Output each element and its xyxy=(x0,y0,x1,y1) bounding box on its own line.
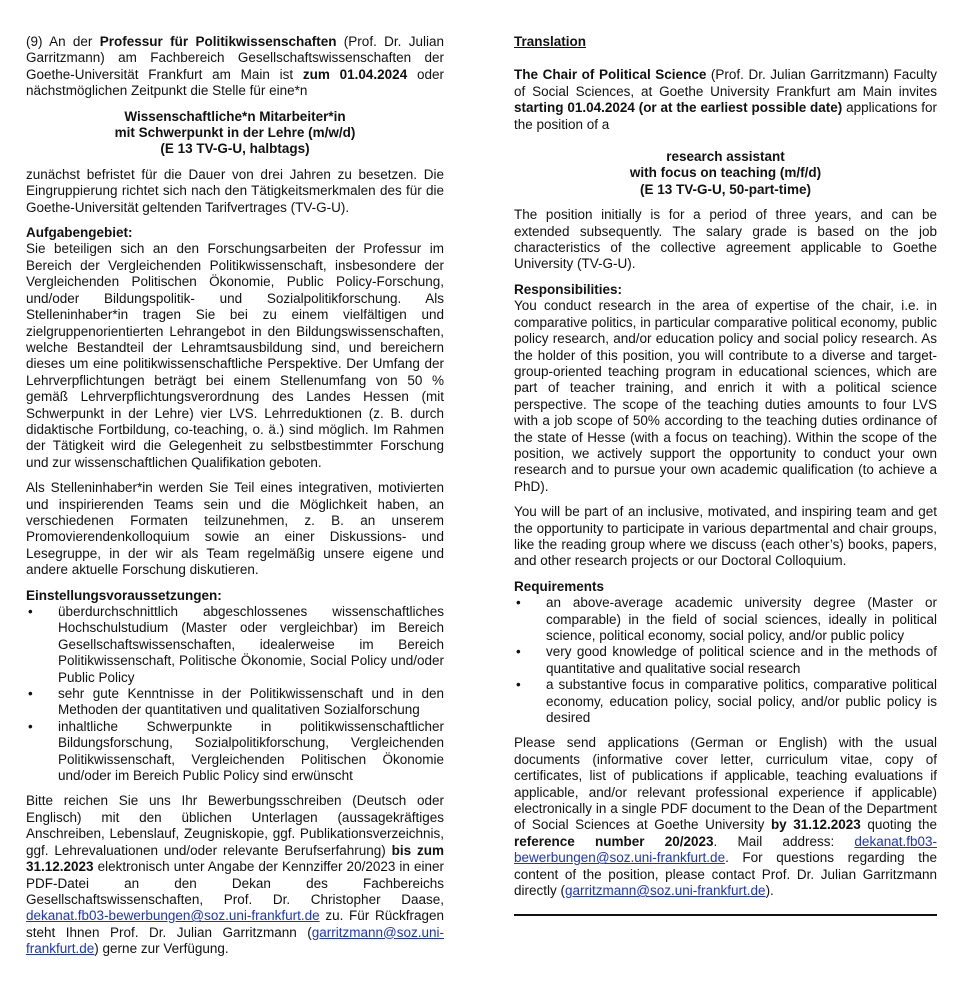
tasks-paragraph: Sie beteiligen sich an den Forschungsarbeiten der Professur im Bereich der Vergleichenden Politikwissenschaft, insbesondere der Vergleichenden Politischen Ökonomie, Public Policy-Forschung, und/oder Bildungspolitik- und Sozialpolitikforschung. Als Stelleninhaber*in tragen Sie bei zu einem vielfältigen und zielgruppenorientierten Lehrangebot in den Bildungswissenschaften, welche Bestandteil der Lehramtsausbildung sind, und bereichern dieses um eine politikwissenschaftliche Perspektive. Der Umfang der Lehrverpflichtungen beträgt bei einem Stellenumfang von 50 % gemäß Lehrverpflichtungsverordnung des Landes Hessen (mit Schwerpunkt in der Lehre) vier LVS. Lehrreduktionen (z. B. durch didaktische Fortbildung, co-teaching, o. ä.) sind möglich. Im Rahmen der Tätigkeit wird die Gelegenheit zu selbstbestimmter Forschung und zur wissenschaftlichen Qualifikation geboten. xyxy=(26,241,444,470)
list-item: • a substantive focus in comparative politics, comparative political economy, education policy, social policy, and/or public policy is desired xyxy=(516,677,937,726)
list-item: • an above-average academic university degree (Master or comparable) in the field of social sciences, ideally in political science, political economy, social policy, and/or public policy xyxy=(516,595,937,643)
requirements-heading: Einstellungsvoraussetzungen: xyxy=(26,587,222,603)
contact-email-link[interactable]: garritzmann@soz.uni-frankfurt.de xyxy=(565,883,766,899)
bullet-icon: • xyxy=(28,718,33,734)
bullet-icon: • xyxy=(28,604,33,619)
application-paragraph: Please send applications (German or English) with the usual documents (informative cover letter, curriculum vitae, copy of certificates, list of publications if applicable, teaching evaluations if applicable, and/or relevant professional experience if applicable) electronically in a single PDF document to the Dean of the Department of Social Sciences at Goethe University by 31.12.2023 quoting the reference number 20/2023. Mail address: dekanat.fb03-bewerbungen@soz.uni-frankfurt.de. For questions regarding the content of the position, please contact Prof. Dr. Julian Garritzmann directly (garritzmann@soz.uni-frankfurt.de). xyxy=(514,735,937,899)
intro-paragraph: The Chair of Political Science (Prof. Dr. Julian Garritzmann) Faculty of Social Sciences, at Goethe University Frankfurt am Main invites starting 01.04.2024 (or at the earliest possible date) applications for the position of a xyxy=(514,67,938,132)
requirements-heading: Requirements xyxy=(514,578,605,594)
bullet-icon: • xyxy=(516,595,521,611)
english-column xyxy=(514,34,937,916)
tasks-heading: Aufgabengebiet: xyxy=(26,225,133,241)
responsibilities-heading: Responsibilities: xyxy=(514,281,623,297)
deadline: bis zum 31.12.2023 xyxy=(26,842,444,875)
dean-email-link[interactable]: dekanat.fb03-bewerbungen@soz.uni-frankfurt.de xyxy=(26,908,320,924)
chair-name: Professur für Politikwissenschaften xyxy=(99,34,337,49)
list-item: • überdurchschnittlich abgeschlossenes wissenschaftliches Hochschulstudium (Master oder vergleichbar) im Bereich Gesellschaftswissenschaften, idealerweise im Bereich Politikwissenschaft, Politische Ökonomie, Social Policy und/oder Public Policy xyxy=(28,604,444,685)
deadline: by 31.12.2023 xyxy=(770,817,861,833)
contract-paragraph: The position initially is for a period of three years, and can be extended subsequently. The salary grade is based on the job characteristics of the collective agreement applicable to Goethe University (TV-G-U). xyxy=(514,207,937,272)
position-title: Wissenschaftliche*n Mitarbeiter*in mit Schwerpunkt in der Lehre (m/w/d) (E 13 TV-G-U, halbtags) xyxy=(114,108,356,157)
bullet-icon: • xyxy=(516,677,521,693)
application-paragraph: Bitte reichen Sie uns Ihr Bewerbungsschreiben (Deutsch oder Englisch) mit den üblichen Unterlagen (aussagekräftiges Anschreiben, Lebenslauf, Zeugniskopie, ggf. Publikationsverzeichnis, ggf. Lehrevaluationen und/oder relevante Berufserfahrung) bis zum 31.12.2023 elektronisch unter Angabe der Kennziffer 20/2023 in einer PDF-Datei an den Dekan des Fachbereichs Gesellschaftswissenschaften, Prof. Dr. Christopher Daase, dekanat.fb03-bewerbungen@soz.uni-frankfurt.de zu. Für Rückfragen steht Ihnen Prof. Dr. Julian Garritzmann (garritzmann@soz.uni-frankfurt.de) gerne zur Verfügung. xyxy=(26,793,444,957)
position-title: research assistant with focus on teaching (m/f/d) (E 13 TV-G-U, 50-part-time) xyxy=(629,149,822,197)
translation-heading: Translation xyxy=(514,34,587,49)
contract-paragraph: zunächst befristet für die Dauer von drei Jahren zu besetzen. Die Eingruppierung richtet sich nach den Tätigkeitsmerkmalen des für die Goethe-Universität geltenden Tarifvertrages (TV-G-U). xyxy=(26,166,444,215)
bullet-icon: • xyxy=(516,644,521,660)
requirements-list xyxy=(26,604,444,784)
german-column xyxy=(26,34,444,958)
team-paragraph: You will be part of an inclusive, motivated, and inspiring team and get the opportunity to participate in various departmental and chair groups, like the reading group where we discuss (each other’s) books, papers, and other research projects or our Doctoral Colloquium. xyxy=(514,504,937,569)
dean-email-link[interactable]: dekanat.fb03-bewerbungen@soz.uni-frankfurt.de xyxy=(514,833,937,866)
chair-name: The Chair of Political Science xyxy=(514,67,707,83)
list-item: • sehr gute Kenntnisse in der Politikwissenschaft und in den Methoden der quantitativen und qualitativen Sozialforschung xyxy=(28,686,444,718)
contact-email-link[interactable]: garritzmann@soz.uni-frankfurt.de xyxy=(26,924,444,957)
intro-paragraph: (9) An der Professur für Politikwissenschaften (Prof. Dr. Julian Garritzmann) am Fachbereich Gesellschaftswissenschaften der Goethe-Universität Frankfurt am Main ist zum 01.04.2024 oder nächstmöglichen Zeitpunkt die Stelle für eine*n xyxy=(26,34,444,99)
bullet-icon: • xyxy=(28,686,33,702)
reference-number: reference number 20/2023 xyxy=(514,833,714,849)
list-item: • inhaltliche Schwerpunkte in politikwissenschaftlicher Bildungsforschung, Sozialpolitikforschung, Vergleichenden Politikwissenschaft, Vergleichenden Politischen Ökonomie und/oder im Bereich Public Policy sind erwünscht xyxy=(28,718,444,784)
responsibilities-paragraph: You conduct research in the area of expertise of the chair, i.e. in comparative politics, in particular comparative political economy, public policy research, and/or education policy and social policy research. As the holder of this position, you will contribute to a diverse and target-group-oriented teaching program in educational sciences, which are part of teacher training, and enrich it with a political science perspective. The scope of the teaching duties amounts to four LVS with a job scope of 50% according to the teaching duties ordinance of the state of Hesse (with a focus on teaching). Within the scope of the position, we actively support the opportunity to conduct your own research and to pursue your own academic qualification (to achieve a PhD). xyxy=(514,298,937,494)
divider xyxy=(514,914,937,916)
start-date: zum 01.04.2024 xyxy=(302,66,408,82)
start-date: starting 01.04.2024 (or at the earliest possible date) xyxy=(514,100,843,116)
list-item: • very good knowledge of political science and in the methods of quantitative and qualitative social research xyxy=(516,644,937,676)
team-paragraph: Als Stelleninhaber*in werden Sie Teil eines integrativen, motivierten und inspirierenden Teams sein und die Möglichkeit haben, an verschiedenen Formaten teilzunehmen, z. B. an unserem Promovierendenkolloquium sowie an einer Diskussions- und Lesegruppe, in der wir als Team regelmäßig unsere eigene und andere aktuelle Forschung diskutieren. xyxy=(26,480,444,578)
requirements-list xyxy=(514,595,937,726)
